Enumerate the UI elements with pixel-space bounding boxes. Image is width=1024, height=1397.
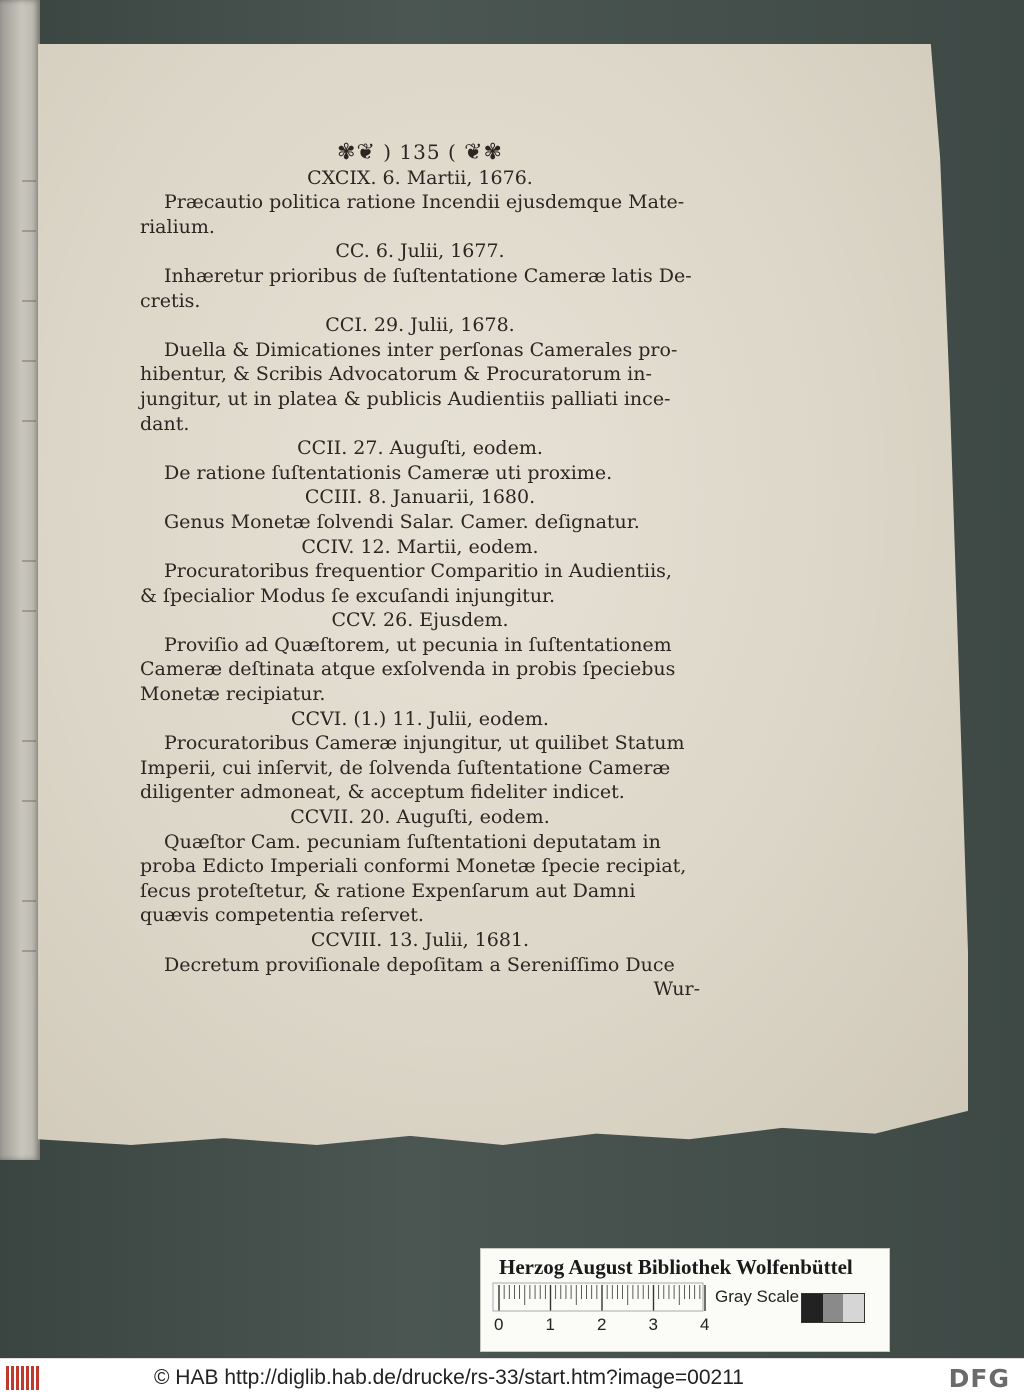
entry-heading: CC. 6. Julii, 1677. — [335, 240, 505, 263]
header-ornament-left: ✾❦ — [337, 140, 376, 165]
dfg-logo: DFG — [948, 1364, 1010, 1393]
ruler-number: 4 — [700, 1315, 710, 1334]
entry-text-line: Procuratoribus frequentior Comparitio in Audientiis, — [164, 560, 672, 583]
entry-heading: CCVII. 20. Auguſti, eodem. — [290, 806, 550, 829]
entry-text-line: Proviſio ad Quæſtorem, ut pecunia in ſuſtentationem — [164, 633, 672, 656]
previous-page-edge — [0, 0, 40, 1160]
gray-swatch-cell — [802, 1294, 823, 1322]
page-number: ) 135 ( — [383, 140, 457, 164]
entry-heading: CCIV. 12. Martii, eodem. — [301, 535, 539, 558]
entry-text-line: proba Edicto Imperiali conformi Monetæ ſpecie recipiat, — [140, 855, 687, 878]
library-name: Herzog August Bibliothek Wolfenbüttel — [499, 1255, 853, 1279]
entry-text-line: Decretum proviſionale depoſitam a Sereniſſimo Duce — [164, 953, 675, 976]
entry-heading: CCIII. 8. Januarii, 1680. — [304, 486, 536, 509]
entry-text-line: ſecus proteſtetur, & ratione Expenſarum aut Damni — [140, 879, 636, 902]
entry-heading: CCVIII. 13. Julii, 1681. — [310, 929, 530, 951]
entry-text-line: De ratione ſuſtentationis Cameræ uti proxime. — [164, 461, 613, 484]
entry-text-line: & ſpecialior Modus ſe excuſandi injungitur. — [140, 584, 556, 607]
entry-text-line: Præcautio politica ratione Incendii ejusdemque Mate- — [164, 191, 685, 214]
page-header — [140, 140, 700, 166]
entry-text-line: rialium. — [140, 215, 215, 238]
entry-heading: CXCIX. 6. Martii, 1676. — [307, 166, 533, 189]
ruler-number: 3 — [648, 1315, 658, 1334]
entry-text-line: Imperii, cui inſervit, de ſolvenda ſuſtentatione Cameræ — [140, 756, 671, 779]
entry-heading: CCI. 29. Julii, 1678. — [325, 314, 515, 337]
entry-text-line: Duella & Dimicationes inter perſonas Camerales pro- — [164, 338, 678, 361]
copyright-link[interactable]: © HAB http://diglib.hab.de/drucke/rs-33/start.htm?image=00211 — [154, 1366, 744, 1389]
page-text — [140, 140, 700, 1002]
ruler-number: 2 — [597, 1315, 607, 1334]
entry-text-line: quævis competentia reſervet. — [140, 904, 424, 927]
ruler-number: 0 — [494, 1315, 504, 1334]
entry-text-line: Procuratoribus Cameræ injungitur, ut quilibet Statum — [164, 732, 685, 755]
entry-text-line: Quæſtor Cam. pecuniam ſuſtentationi deputatam in — [164, 830, 661, 853]
entry-text-line: Inhæretur prioribus de ſuſtentatione Cameræ latis De- — [164, 264, 692, 287]
hab-logo-icon — [6, 1366, 40, 1390]
ruler-number: 1 — [545, 1315, 555, 1334]
entry-text-line: Monetæ recipiatur. — [140, 683, 326, 706]
entry-text-line: diligenter admoneat, & acceptum fideliter indicet. — [140, 781, 625, 804]
gray-scale-label: Gray Scale — [715, 1287, 800, 1306]
gray-scale-swatch — [801, 1293, 865, 1323]
entry-text-line: dant. — [140, 412, 190, 435]
entry-heading: CCII. 27. Auguſti, eodem. — [297, 437, 543, 460]
gray-swatch-cell — [823, 1294, 844, 1322]
gray-swatch-cell — [843, 1294, 864, 1322]
viewer-footer — [0, 1358, 1024, 1397]
entry-text-line: Genus Monetæ ſolvendi Salar. Camer. deſignatur. — [164, 510, 640, 533]
entry-text-line: hibentur, & Scribis Advocatorum & Procuratorum in- — [140, 363, 652, 386]
entry-text-line: jungitur, ut in platea & publicis Audientiis palliati ince- — [140, 387, 671, 410]
library-color-card — [480, 1248, 890, 1352]
ruler-scale — [481, 1249, 711, 1349]
entry-list — [140, 166, 700, 978]
catchword: Wur- — [653, 978, 700, 1001]
header-ornament-right: ❦✾ — [464, 140, 503, 165]
entry-heading: CCV. 26. Ejusdem. — [331, 609, 509, 632]
entry-heading: CCVI. (1.) 11. Julii, eodem. — [291, 707, 549, 730]
entry-text-line: Cameræ deſtinata atque exſolvenda in probis ſpeciebus — [140, 658, 676, 681]
entry-text-line: cretis. — [140, 289, 201, 312]
